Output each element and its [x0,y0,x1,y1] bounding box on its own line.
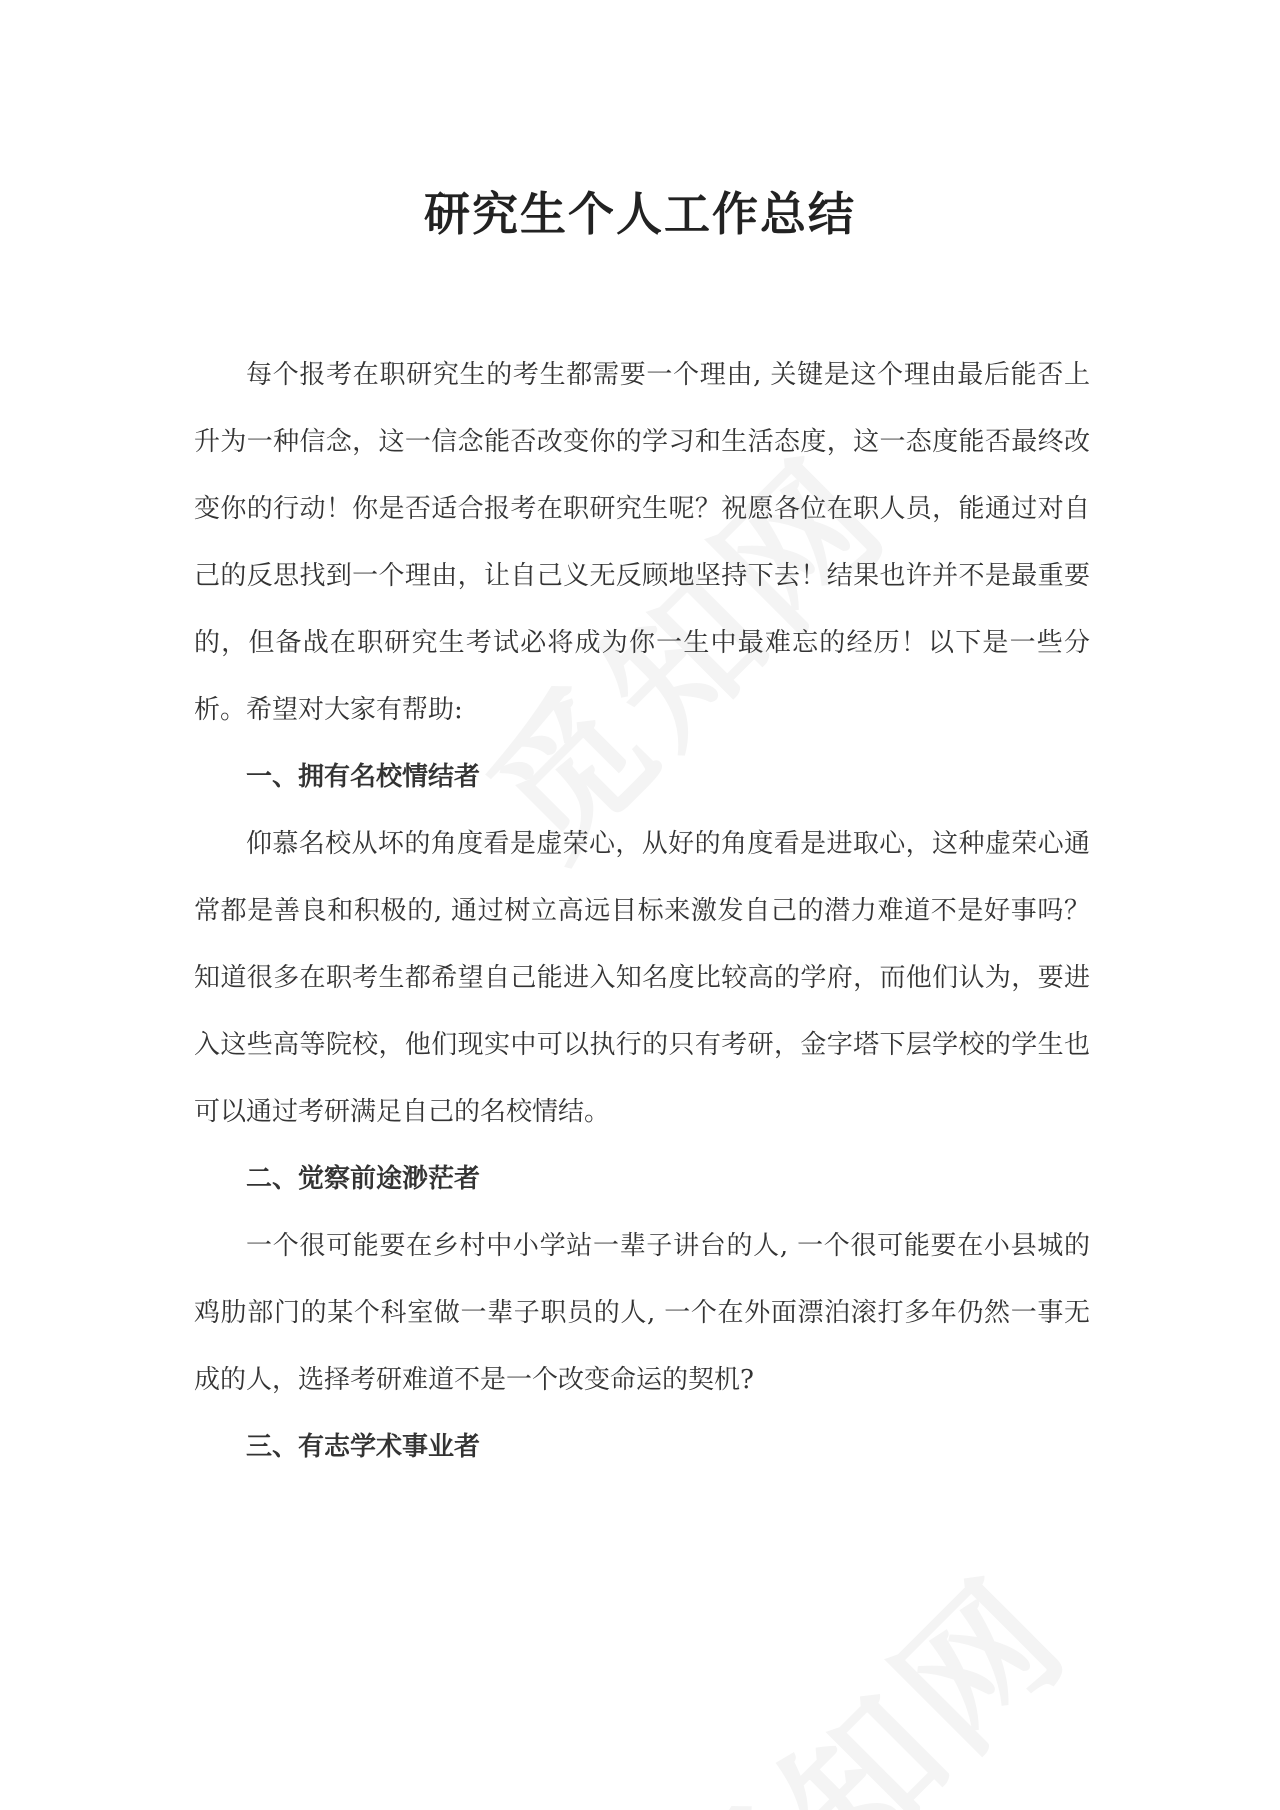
section-paragraph: 一个很可能要在乡村中小学站一辈子讲台的人, 一个很可能要在小县城的鸡肋部门的某个科室做一辈子职员的人, 一个在外面漂泊滚打多年仍然一事无成的人，选择考研难道不是一个改变命运的契机? [194,1231,1090,1395]
document-title: 研究生个人工作总结 [424,187,856,241]
document-body [194,342,1090,1481]
watermark [614,1522,1106,1810]
section-paragraph: 仰慕名校从坏的角度看是虚荣心，从好的角度看是进取心，这种虚荣心通常都是善良和积极的, 通过树立高远目标来激发自己的潜力难道不是好事吗？知道很多在职考生都希望自己能进入知名度比较高的学府，而他们认为，要进入这些高等院校，他们现实中可以执行的只有考研，金字塔下层学校的学生也可以通过考研满足自己的名校情结。 [194,829,1090,1127]
section-heading: 二、觉察前途渺茫者 [246,1164,481,1194]
intro-paragraph: 每个报考在职研究生的考生都需要一个理由, 关键是这个理由最后能否上升为一种信念，这一信念能否改变你的学习和生活态度，这一态度能否最终改变你的行动！你是否适合报考在职研究生呢？祝愿各位在职人员，能通过对自己的反思找到一个理由，让自己义无反顾地坚持下去！结果也许并不是最重要的，但备战在职研究生考试必将成为你一生中最难忘的经历！以下是一些分析。希望对大家有帮助: [194,360,1090,725]
section-heading: 三、有志学术事业者 [246,1432,481,1462]
section-heading: 一、拥有名校情结者 [246,762,481,792]
